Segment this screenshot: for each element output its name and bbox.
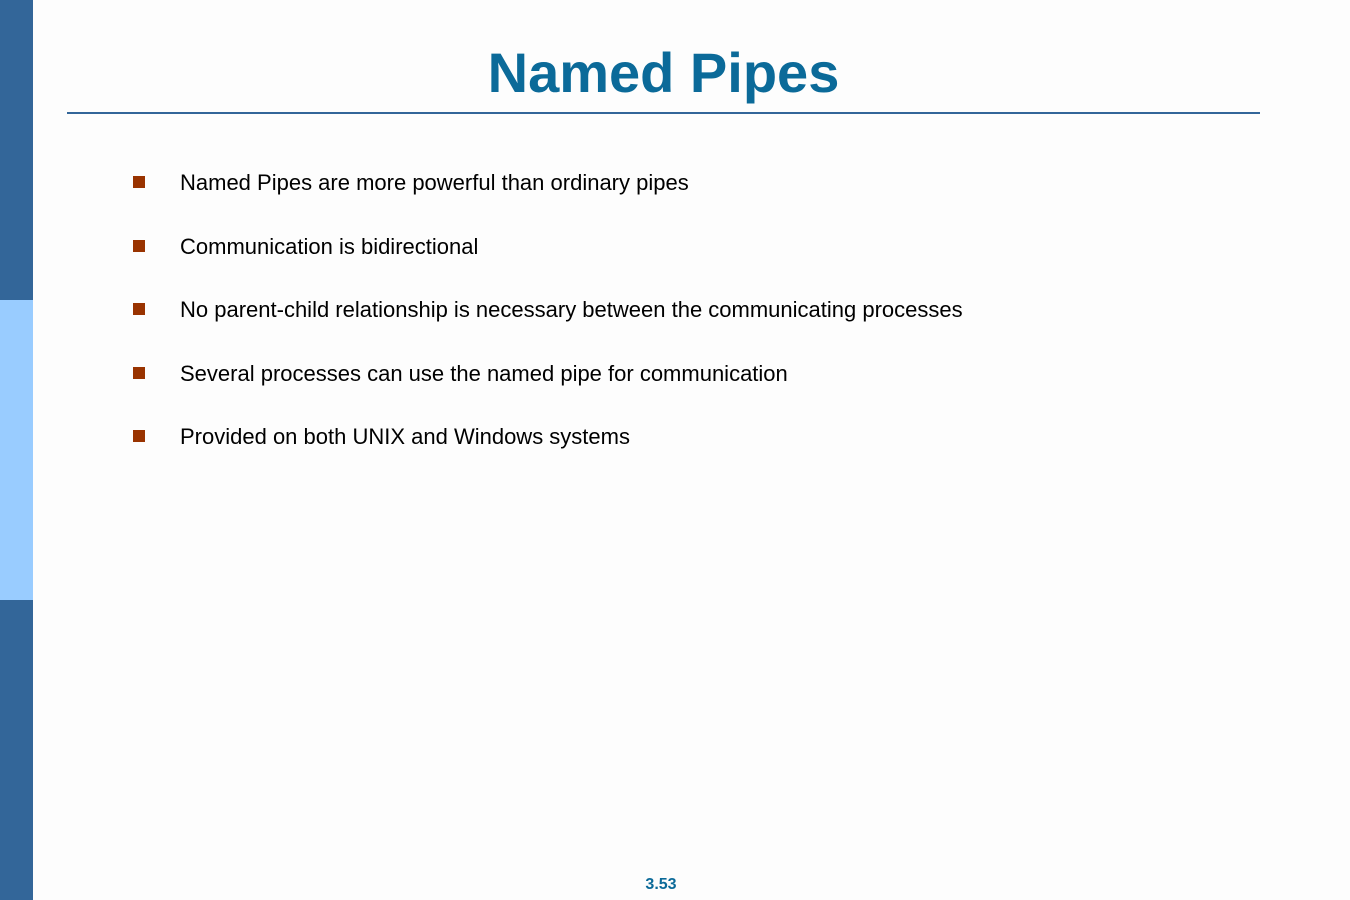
- bullet-text: Communication is bidirectional: [180, 233, 479, 259]
- square-bullet-icon: [133, 176, 145, 188]
- square-bullet-icon: [133, 367, 145, 379]
- page-number: 3.53: [645, 876, 677, 893]
- square-bullet-icon: [133, 240, 145, 252]
- bullet-text: No parent-child relationship is necessary between the communicating processes: [180, 297, 963, 322]
- square-bullet-icon: [133, 303, 145, 315]
- sidebar-stripe-bottom: [0, 600, 33, 900]
- bullet-text: Named Pipes are more powerful than ordinary pipes: [180, 170, 689, 195]
- slide-title: Named Pipes: [487, 41, 840, 104]
- sidebar-stripe-top: [0, 0, 33, 300]
- bullet-text: Provided on both UNIX and Windows systems: [180, 424, 630, 449]
- bullet-text: Several processes can use the named pipe for communication: [180, 360, 788, 386]
- sidebar-stripe-middle: [0, 300, 33, 600]
- title-divider: [67, 112, 1260, 114]
- square-bullet-icon: [133, 430, 145, 442]
